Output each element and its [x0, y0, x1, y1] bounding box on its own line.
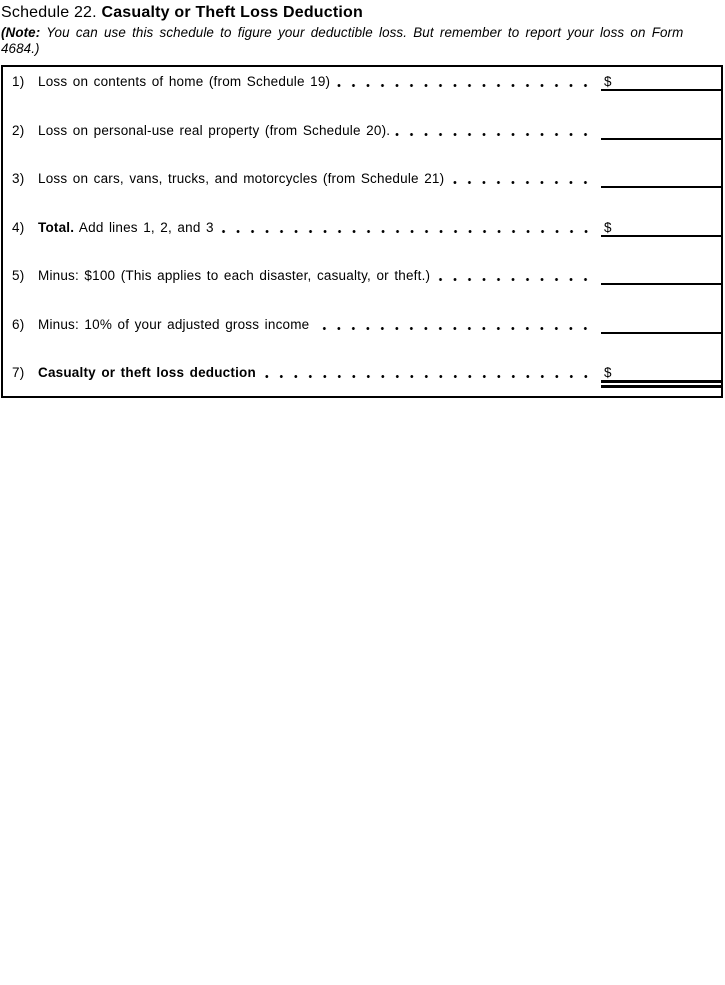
row-label-text: Add lines 1, 2, and 3	[74, 219, 214, 235]
form-row	[12, 74, 721, 91]
form-row	[12, 123, 721, 140]
dot-leader	[314, 317, 593, 334]
form-row	[12, 268, 721, 285]
form-rows	[12, 74, 721, 382]
row-label-text: Minus: 10% of your adjusted gross income	[38, 316, 310, 332]
amount-entry-line[interactable]	[601, 74, 721, 91]
row-label	[38, 268, 430, 283]
amount-entry-line[interactable]	[601, 220, 721, 237]
row-number: 3)	[12, 171, 25, 186]
dollar-sign: $	[604, 219, 612, 235]
row-number: 5)	[12, 268, 25, 283]
row-number: 1)	[12, 74, 25, 89]
row-number: 4)	[12, 219, 25, 235]
schedule-title: Casualty or Theft Loss Deduction	[101, 4, 363, 21]
dollar-sign: $	[604, 365, 612, 380]
amount-entry-line[interactable]	[601, 365, 721, 388]
dot-leader	[335, 74, 593, 91]
row-label	[38, 365, 256, 380]
form-box	[1, 65, 723, 398]
form-row	[12, 171, 721, 188]
amount-entry-line[interactable]	[601, 171, 721, 188]
row-label-bold: Total.	[38, 219, 75, 235]
row-label	[38, 171, 444, 186]
amount-entry-line[interactable]	[601, 268, 721, 285]
note-label: (Note:	[1, 25, 41, 40]
note-text: You can use this schedule to figure your deductible loss. But remember to report your loss on Form 4684.)	[1, 25, 690, 56]
row-label-text: Loss on cars, vans, trucks, and motorcycles (from Schedule 21)	[38, 171, 445, 186]
schedule-22-form	[0, 0, 725, 398]
dot-leader	[219, 220, 593, 237]
schedule-number-label: Schedule 22.	[1, 4, 102, 21]
row-number: 7)	[12, 365, 25, 380]
form-row	[12, 220, 721, 237]
row-number: 6)	[12, 316, 25, 332]
row-label-bold: Casualty or theft loss deduction	[38, 365, 256, 380]
row-label	[38, 220, 214, 235]
amount-entry-line[interactable]	[601, 123, 721, 140]
row-label-text: Minus: $100 (This applies to each disaster, casualty, or theft.)	[38, 268, 431, 283]
dot-leader	[261, 365, 593, 382]
row-label	[38, 74, 330, 89]
form-row	[12, 365, 721, 382]
row-label	[38, 123, 390, 138]
dollar-sign: $	[604, 74, 612, 89]
row-label	[38, 317, 309, 332]
row-label-text: Loss on contents of home (from Schedule 19)	[38, 74, 331, 89]
amount-entry-line[interactable]	[601, 317, 721, 334]
form-row	[12, 317, 721, 334]
page-title	[1, 3, 723, 22]
dot-leader	[395, 123, 593, 140]
dot-leader	[435, 268, 593, 285]
row-label-text: Loss on personal-use real property (from Schedule 20).	[38, 122, 391, 138]
row-number: 2)	[12, 122, 25, 138]
dot-leader	[449, 171, 593, 188]
note	[1, 25, 723, 57]
